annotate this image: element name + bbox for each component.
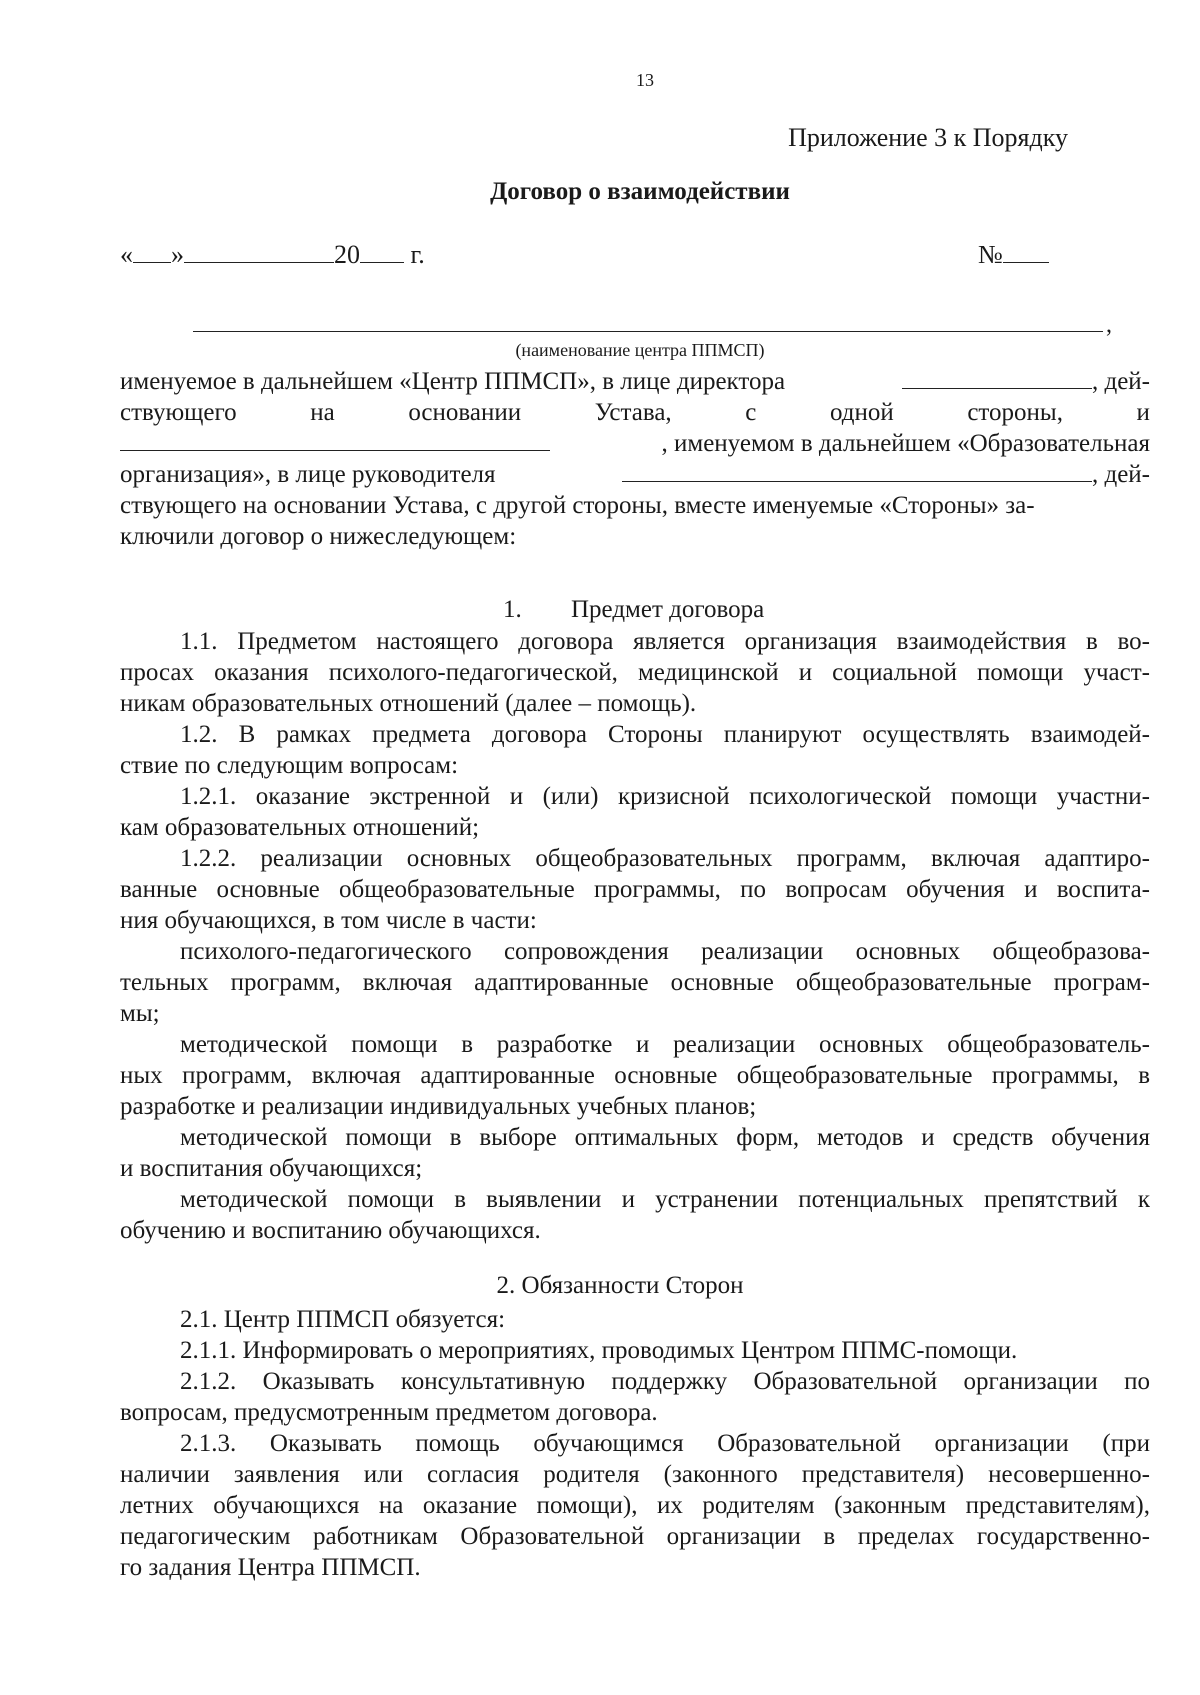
section-1-title: Предмет договора bbox=[571, 596, 765, 623]
paragraph-line: методической помощи в выявлении и устранении потенциальных препятствий к bbox=[180, 1186, 1150, 1213]
section-2-heading: 2. Обязанности Сторон bbox=[496, 1272, 744, 1299]
preamble-text: , именуемом в дальнейшем «Образовательная bbox=[661, 430, 1150, 457]
paragraph-line: 1.2.2. реализации основных общеобразовательных программ, включая адаптиро- bbox=[180, 845, 1150, 872]
preamble-word: основании bbox=[408, 399, 522, 426]
contract-number bbox=[978, 240, 1049, 270]
section-1-number: 1. bbox=[503, 596, 522, 623]
preamble-text: , дей- bbox=[1091, 368, 1150, 395]
month-blank bbox=[184, 240, 334, 263]
paragraph-line: тельных программ, включая адаптированные основные общеобразовательные програм- bbox=[120, 969, 1150, 996]
preamble-word: с bbox=[745, 399, 757, 426]
paragraph-line: разработке и реализации индивидуальных учебных планов; bbox=[120, 1093, 757, 1120]
paragraph-line: методической помощи в выборе оптимальных форм, методов и средств обучения bbox=[180, 1124, 1150, 1151]
year-prefix: 20 bbox=[334, 240, 360, 269]
number-blank bbox=[1003, 240, 1049, 263]
paragraph-line: ных программ, включая адаптированные основные общеобразовательные программы, в bbox=[120, 1062, 1150, 1089]
date-quote-close: » bbox=[171, 240, 184, 269]
paragraph-line: методической помощи в разработке и реализации основных общеобразователь- bbox=[180, 1031, 1150, 1058]
preamble-text: именуемое в дальнейшем «Центр ППМСП», в лице директора bbox=[120, 368, 786, 395]
preamble-tail bbox=[902, 366, 1150, 397]
paragraph-line: кам образовательных отношений; bbox=[120, 814, 480, 841]
section-1-body bbox=[120, 626, 1150, 1246]
section-2-body bbox=[120, 1304, 1150, 1583]
preamble-text: организация», в лице руководителя bbox=[120, 461, 496, 488]
date-line bbox=[120, 240, 425, 270]
preamble-word: и bbox=[1136, 399, 1150, 426]
paragraph-line: вопросам, предусмотренным предметом договора. bbox=[120, 1399, 658, 1426]
preamble-line bbox=[120, 459, 1150, 490]
preamble-word: на bbox=[310, 399, 335, 426]
appendix-reference: Приложение 3 к Порядку bbox=[788, 123, 1068, 152]
preamble-line bbox=[120, 397, 1150, 428]
paragraph-line: психолого-педагогического сопровождения реализации основных общеобразова- bbox=[180, 938, 1150, 965]
paragraph-line: 1.1. Предметом настоящего договора является организация взаимодействия в во- bbox=[180, 628, 1150, 655]
education-org-blank bbox=[120, 428, 550, 451]
paragraph-line: 2.1.3. Оказывать помощь обучающимся Образовательной организации (при bbox=[180, 1430, 1150, 1457]
paragraph-line: летних обучающихся на оказание помощи), их родителям (законным представителям), bbox=[120, 1492, 1150, 1519]
preamble-line: ствующего на основании Устава, с другой стороны, вместе именуемые «Стороны» за- bbox=[120, 492, 1035, 519]
document-title: Договор о взаимодействии bbox=[490, 178, 790, 205]
day-blank bbox=[133, 240, 171, 263]
date-quote-open: « bbox=[120, 240, 133, 269]
preamble bbox=[120, 366, 1150, 552]
preamble-text: , дей- bbox=[1091, 461, 1150, 488]
director-blank bbox=[902, 366, 1092, 389]
paragraph-line: 2.1.2. Оказывать консультативную поддержку Образовательной организации по bbox=[180, 1368, 1150, 1395]
paragraph-line: наличии заявления или согласия родителя (законного представителя) несовершенно- bbox=[120, 1461, 1150, 1488]
paragraph-line: 1.2.1. оказание экстренной и (или) кризисной психологической помощи участни- bbox=[180, 783, 1150, 810]
org-comma: , bbox=[1106, 312, 1112, 338]
paragraph-line: просах оказания психолого-педагогической, медицинской и социальной помощи участ- bbox=[120, 659, 1150, 686]
paragraph-line: никам образовательных отношений (далее – помощь). bbox=[120, 690, 697, 717]
paragraph-line: 2.1. Центр ППМСП обязуется: bbox=[180, 1306, 506, 1333]
paragraph-line: ванные основные общеобразовательные программы, по вопросам обучения и воспита- bbox=[120, 876, 1150, 903]
number-sign: № bbox=[978, 240, 1003, 269]
preamble-line bbox=[120, 428, 1150, 459]
paragraph-line: ствие по следующим вопросам: bbox=[120, 752, 459, 779]
preamble-word: одной bbox=[829, 399, 894, 426]
paragraph-line: и воспитания обучающихся; bbox=[120, 1155, 423, 1182]
paragraph-line: обучению и воспитанию обучающихся. bbox=[120, 1217, 541, 1244]
paragraph-line: 2.1.1. Информировать о мероприятиях, проводимых Центром ППМС-помощи. bbox=[180, 1337, 1018, 1364]
year-suffix: г. bbox=[404, 240, 425, 269]
paragraph-line: го задания Центра ППМСП. bbox=[120, 1554, 421, 1581]
preamble-line: ключили договор о нижеследующем: bbox=[120, 523, 517, 550]
paragraph-line: мы; bbox=[120, 1000, 160, 1027]
preamble-word: Устава, bbox=[594, 399, 672, 426]
paragraph-line: ния обучающихся, в том числе в части: bbox=[120, 907, 537, 934]
preamble-word: ствующего bbox=[120, 399, 237, 426]
preamble-word: стороны, bbox=[967, 399, 1063, 426]
head-blank bbox=[622, 459, 1092, 482]
paragraph-line: педагогическим работникам Образовательной организации в пределах государственно- bbox=[120, 1523, 1150, 1550]
year-blank bbox=[360, 240, 404, 263]
org-name-blank bbox=[193, 330, 1103, 332]
page-number: 13 bbox=[636, 70, 654, 90]
preamble-line bbox=[120, 366, 1150, 397]
paragraph-line: 1.2. В рамках предмета договора Стороны планируют осуществлять взаимодей- bbox=[180, 721, 1150, 748]
preamble-tail bbox=[622, 459, 1150, 490]
org-name-caption: (наименование центра ППМСП) bbox=[515, 340, 765, 360]
